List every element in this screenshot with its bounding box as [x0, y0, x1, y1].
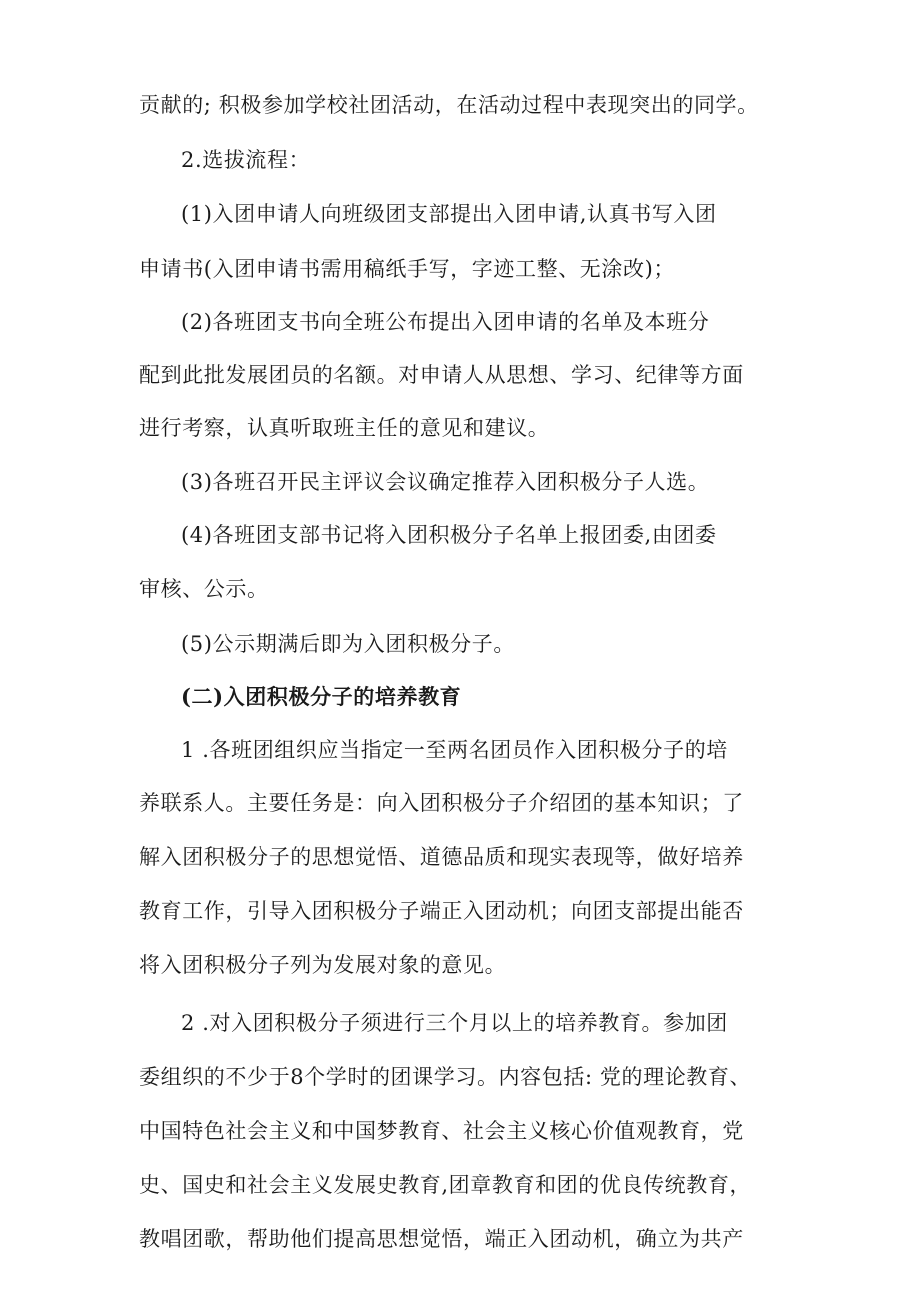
text-line-16: 教育工作，引导入团积极分子端正入团动机；向团支部提出能否 — [139, 899, 744, 923]
text-line-17: 将入团积极分子列为发展对象的意见。 — [139, 953, 507, 977]
section-heading: (二)入团积极分子的培养教育 — [181, 684, 462, 709]
text-line-5: (2)各班团支书向全班公布提出入团申请的名单及本班分 — [181, 310, 710, 334]
text-line-8: (3)各班召开民主评议会议确定推荐入团积极分子人选。 — [181, 470, 710, 494]
text-line-14: 养联系人。主要任务是：向入团积极分子介绍团的基本知识；了 — [139, 791, 744, 815]
text-line-19: 委组织的不少于8个学时的团课学习。内容包括: 党的理论教育、 — [139, 1065, 752, 1089]
text-line-21: 史、国史和社会主义发展史教育,团章教育和团的优良传统教育， — [139, 1173, 752, 1197]
text-line-20: 中国特色社会主义和中国梦教育、社会主义核心价值观教育，党 — [139, 1119, 744, 1143]
text-line-22: 教唱团歌，帮助他们提高思想觉悟，端正入团动机，确立为共产 — [139, 1227, 744, 1251]
text-line-2: 2.选拔流程： — [181, 148, 311, 172]
text-line-4: 申请书(入团申请书需用稿纸手写，字迹工整、无涂改)； — [139, 257, 675, 281]
text-line-7: 进行考察，认真听取班主任的意见和建议。 — [139, 416, 550, 440]
text-line-10: 审核、公示。 — [139, 577, 269, 601]
text-line-6: 配到此批发展团员的名额。对申请人从思想、学习、纪律等方面 — [139, 363, 744, 387]
text-line-3: (1)入团申请人向班级团支部提出入团申请,认真书写入团 — [181, 202, 717, 226]
text-line-15: 解入团积极分子的思想觉悟、道德品质和现实表现等，做好培养 — [139, 845, 744, 869]
text-line-18: 2 .对入团积极分子须进行三个月以上的培养教育。参加团 — [181, 1011, 728, 1035]
text-line-9: (4)各班团支部书记将入团积极分子名单上报团委,由团委 — [181, 523, 717, 547]
text-line-1: 贡献的; 积极参加学校社团活动，在活动过程中表现突出的同学。 — [139, 93, 759, 117]
text-line-13: 1 .各班团组织应当指定一至两名团员作入团积极分子的培 — [181, 738, 728, 762]
text-line-11: (5)公示期满后即为入团积极分子。 — [181, 632, 515, 656]
